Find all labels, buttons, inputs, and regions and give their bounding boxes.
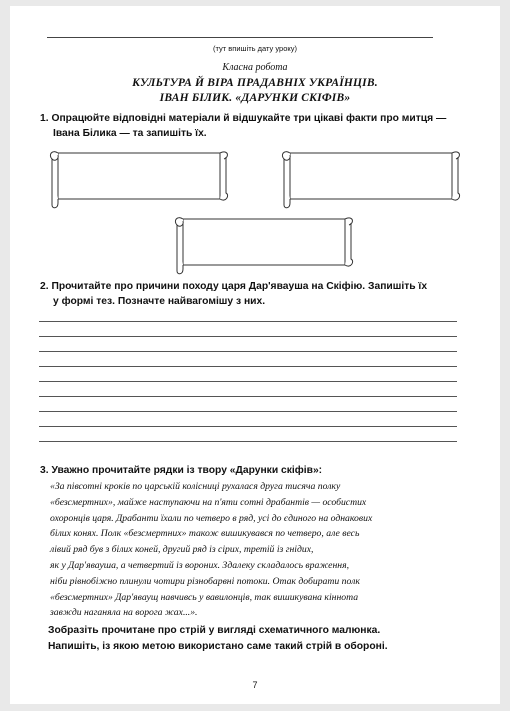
answer-line[interactable] <box>39 441 457 442</box>
answer-line[interactable] <box>39 321 457 322</box>
task-3-instruction-1: Зобразіть прочитане про стрій у вигляді схематичного малюнка. <box>48 625 381 636</box>
lesson-title-line2: ІВАН БІЛИК. «ДАРУНКИ СКІФІВ» <box>159 92 351 104</box>
workbook-page <box>10 6 500 704</box>
task-1-line2: Івана Білика — та запишіть їх. <box>53 128 207 139</box>
answer-line[interactable] <box>39 351 457 352</box>
quote-line: «безсмертних», майже наступаючи на п'яти сотні драбантів — особистих <box>50 496 367 508</box>
quote-line: лівий ряд був з білих коней, другий ряд із сірих, третій із гнідих, <box>50 544 314 556</box>
quote-line: «За півсотні кроків по царській колісниці рухалася друга тисяча полку <box>50 481 341 492</box>
answer-line[interactable] <box>39 336 457 337</box>
scroll-answer-box-3[interactable] <box>169 209 359 279</box>
scroll-answer-box-1[interactable] <box>44 143 234 215</box>
task-3-heading: 3. Уважно прочитайте рядки із твору «Дарунки скіфів»: <box>40 465 323 476</box>
quote-line: завжди наганяла на ворога жах...». <box>50 607 198 619</box>
task-3-instruction-2: Напишіть, із якою метою використано саме такий стрій в обороні. <box>48 641 388 652</box>
date-write-line[interactable] <box>47 37 433 38</box>
answer-line[interactable] <box>39 426 457 427</box>
page-number: 7 <box>252 680 258 690</box>
task-1-line1: 1. Опрацюйте відповідні матеріали й відшукайте три цікаві факти про митця — <box>40 113 447 124</box>
task-2-line2: у формі тез. Позначте найвагомішу з них. <box>53 296 266 307</box>
task-3-instructions <box>48 623 468 655</box>
answer-lines <box>39 321 457 456</box>
quote-line: охоронців царя. Драбанти їхали по четверо в ряд, усі до єдиного на однакових <box>50 512 373 524</box>
quote-excerpt <box>50 479 460 621</box>
task-2 <box>40 279 470 309</box>
lesson-type: Класна робота <box>222 62 288 73</box>
quote-line: як у Дар'явауша, а четвертий із вороних. Здалеку складалось враження, <box>50 559 350 571</box>
answer-line[interactable] <box>39 366 457 367</box>
answer-line[interactable] <box>39 381 457 382</box>
lesson-title-line1: КУЛЬТУРА Й ВІРА ПРАДАВНІХ УКРАЇНЦІВ. <box>132 77 378 89</box>
quote-line: ніби рівнобіжно плинули чотири різнобарвні потоки. Отак добирати полк <box>50 575 360 587</box>
task-1 <box>40 111 470 141</box>
task-2-line1: 2. Прочитайте про причини походу царя Дар'явауша на Скіфію. Запишіть їх <box>40 281 428 292</box>
quote-line: «безсмертних» Дар'яваущ навчивсь у вавилонців, так вишикувана кіннота <box>50 591 359 603</box>
answer-line[interactable] <box>39 411 457 412</box>
date-hint: (тут впишіть дату уроку) <box>213 44 297 53</box>
quote-line: білих конях. Полк «безсмертних» також вишикувався по четверо, але весь <box>50 528 360 540</box>
answer-line[interactable] <box>39 396 457 397</box>
scroll-answer-box-2[interactable] <box>276 143 466 215</box>
